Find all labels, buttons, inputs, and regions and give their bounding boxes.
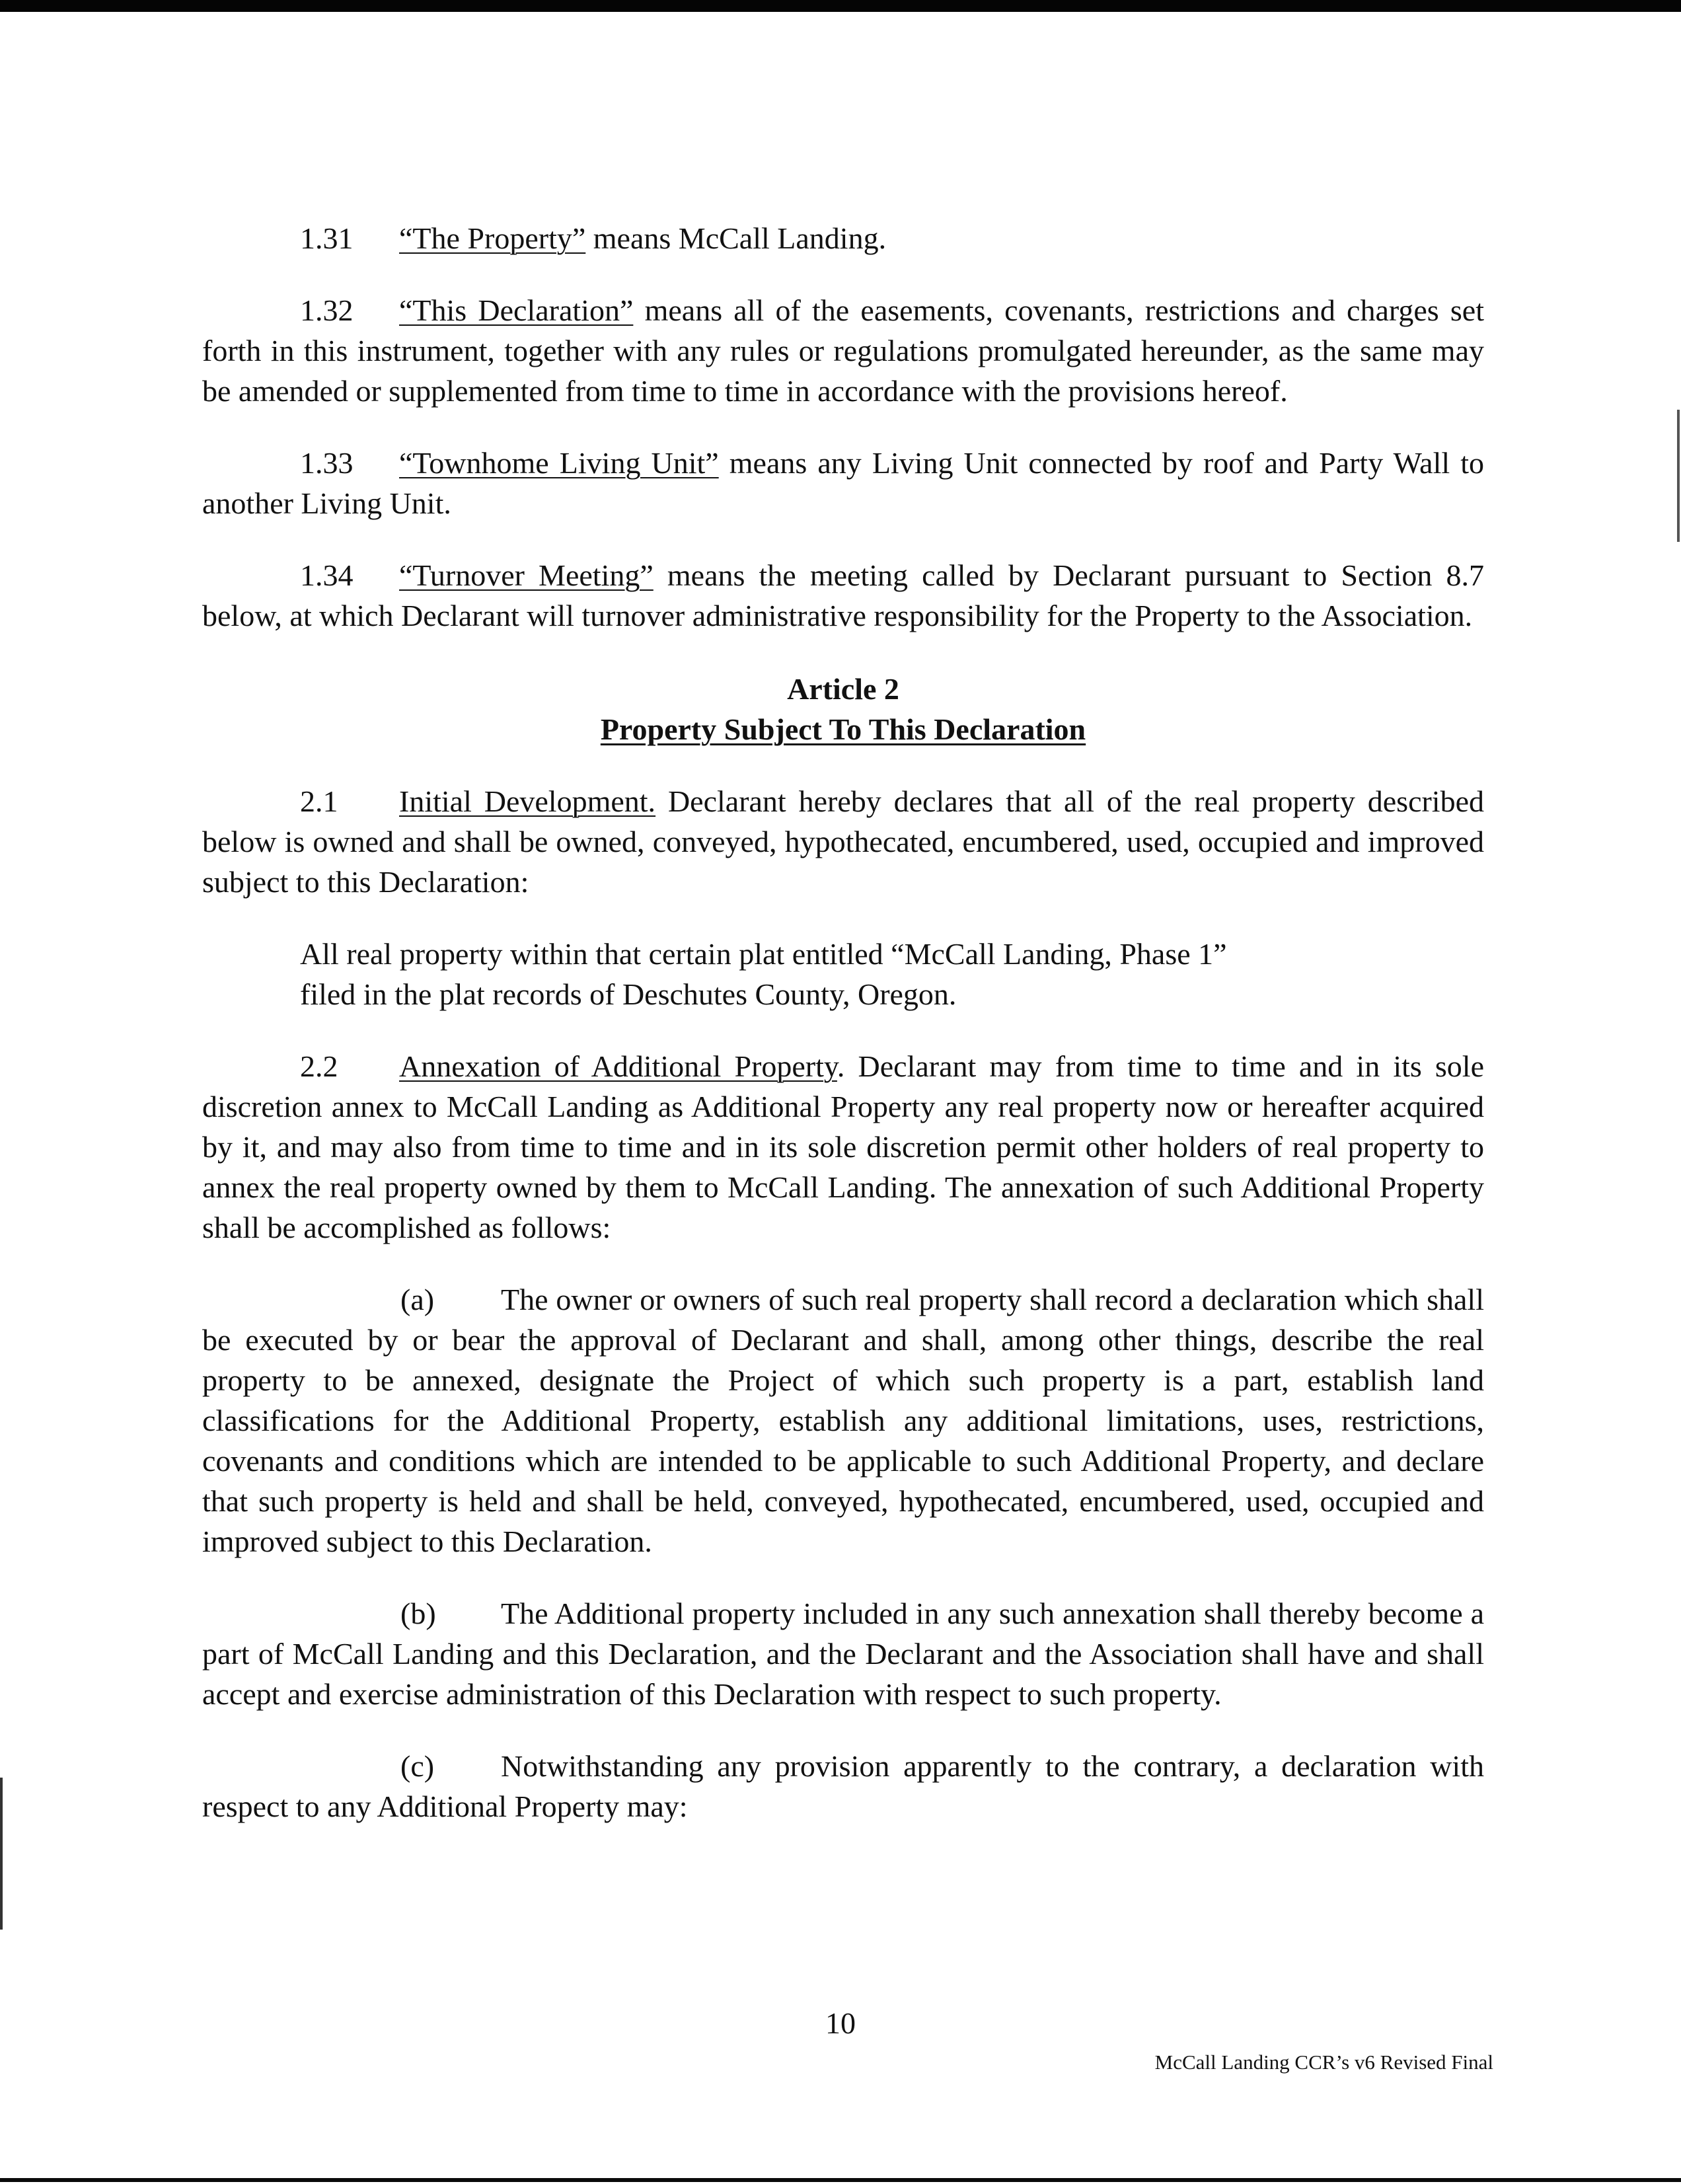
subsection-text: Notwithstanding any provision apparently to the contrary, a declaration with respect to any Additional Property may: <box>202 1749 1484 1823</box>
subsection-a <box>202 1279 1484 1562</box>
quote-line-1: All real property within that certain plat entitled “McCall Landing, Phase 1” <box>300 937 1227 971</box>
article-heading <box>202 669 1484 749</box>
paragraph-1-32 <box>202 290 1484 411</box>
section-heading: Initial Development. <box>399 784 656 818</box>
article-subtitle: Property Subject To This Declaration <box>600 712 1086 746</box>
document-page <box>202 218 1484 1826</box>
article-title: Article 2 <box>787 672 899 706</box>
scan-left-edge-mark <box>0 1778 3 1930</box>
paragraph-number: 1.31 <box>300 221 354 255</box>
defined-term: “Turnover Meeting” <box>399 558 654 592</box>
paragraph-number: 1.34 <box>300 558 354 592</box>
paragraph-text: means McCall Landing. <box>585 221 887 255</box>
paragraph-1-31 <box>202 218 1484 258</box>
defined-term: “The Property” <box>399 221 586 255</box>
subsection-label: (b) <box>400 1597 436 1630</box>
section-number: 2.2 <box>300 1049 338 1083</box>
paragraph-1-34 <box>202 555 1484 636</box>
paragraph-number: 1.32 <box>300 293 354 327</box>
document-footer: McCall Landing CCR’s v6 Revised Final <box>1154 2051 1493 2074</box>
scan-top-border <box>0 0 1681 12</box>
paragraph-1-33 <box>202 443 1484 523</box>
subsection-text: The Additional property included in any such annexation shall thereby become a part of McCall Landing and this Declaration, and the Declarant and the Association shall have and shall accept and exercise administration of this Declaration with respect to such property. <box>202 1597 1484 1711</box>
section-heading: Annexation of Additional Property <box>399 1049 837 1083</box>
section-2-2 <box>202 1046 1484 1248</box>
defined-term: “This Declaration” <box>399 293 634 327</box>
paragraph-text: means all of the easements, covenants, restrictions and charges set forth in this instrument, together with any rules or regulations promulgated hereunder, as the same may be amended or supplemented from time to time in accordance with the provisions hereof. <box>202 293 1484 408</box>
defined-term: “Townhome Living Unit” <box>399 446 719 480</box>
paragraph-number: 1.33 <box>300 446 354 480</box>
subsection-text: The owner or owners of such real property shall record a declaration which shall be executed by or bear the approval of Declarant and shall, among other things, describe the real property to be annexed, designate the Project of which such property is a part, establish land classifications for the Additional Property, establish any additional limitations, uses, restrictions, covenants and conditions which are intended to be applicable to such Additional Property, and declare that such property is held and shall be held, conveyed, hypothecated, encumbered, used, occupied and improved subject to this Declaration. <box>202 1283 1484 1558</box>
plat-description-quote <box>300 934 1484 1014</box>
subsection-label: (c) <box>400 1749 435 1783</box>
scan-bottom-border <box>0 2178 1681 2182</box>
section-text: . Declarant may from time to time and in its sole discretion annex to McCall Landing as Additional Property any real property now or hereafter acquired by it, and may also from time to time and in its sole discretion permit other holders of real property to annex the real property owned by them to McCall Landing. The annexation of such Additional Property shall be accomplished as follows: <box>202 1049 1484 1244</box>
paragraph-text: means the meeting called by Declarant pursuant to Section 8.7 below, at which Declarant will turnover administrative responsibility for the Property to the Association. <box>202 558 1485 632</box>
section-number: 2.1 <box>300 784 338 818</box>
subsection-c <box>202 1746 1484 1826</box>
section-text: Declarant hereby declares that all of the real property described below is owned and shall be owned, conveyed, hypothecated, encumbered, used, occupied and improved subject to this Declaration: <box>202 784 1485 899</box>
scan-right-edge-mark <box>1677 410 1680 542</box>
paragraph-text: means any Living Unit connected by roof and Party Wall to another Living Unit. <box>202 446 1484 520</box>
page-number: 10 <box>825 2006 856 2040</box>
subsection-b <box>202 1593 1484 1714</box>
section-2-1 <box>202 781 1484 902</box>
subsection-label: (a) <box>400 1283 435 1316</box>
quote-line-2: filed in the plat records of Deschutes County, Oregon. <box>300 977 957 1011</box>
